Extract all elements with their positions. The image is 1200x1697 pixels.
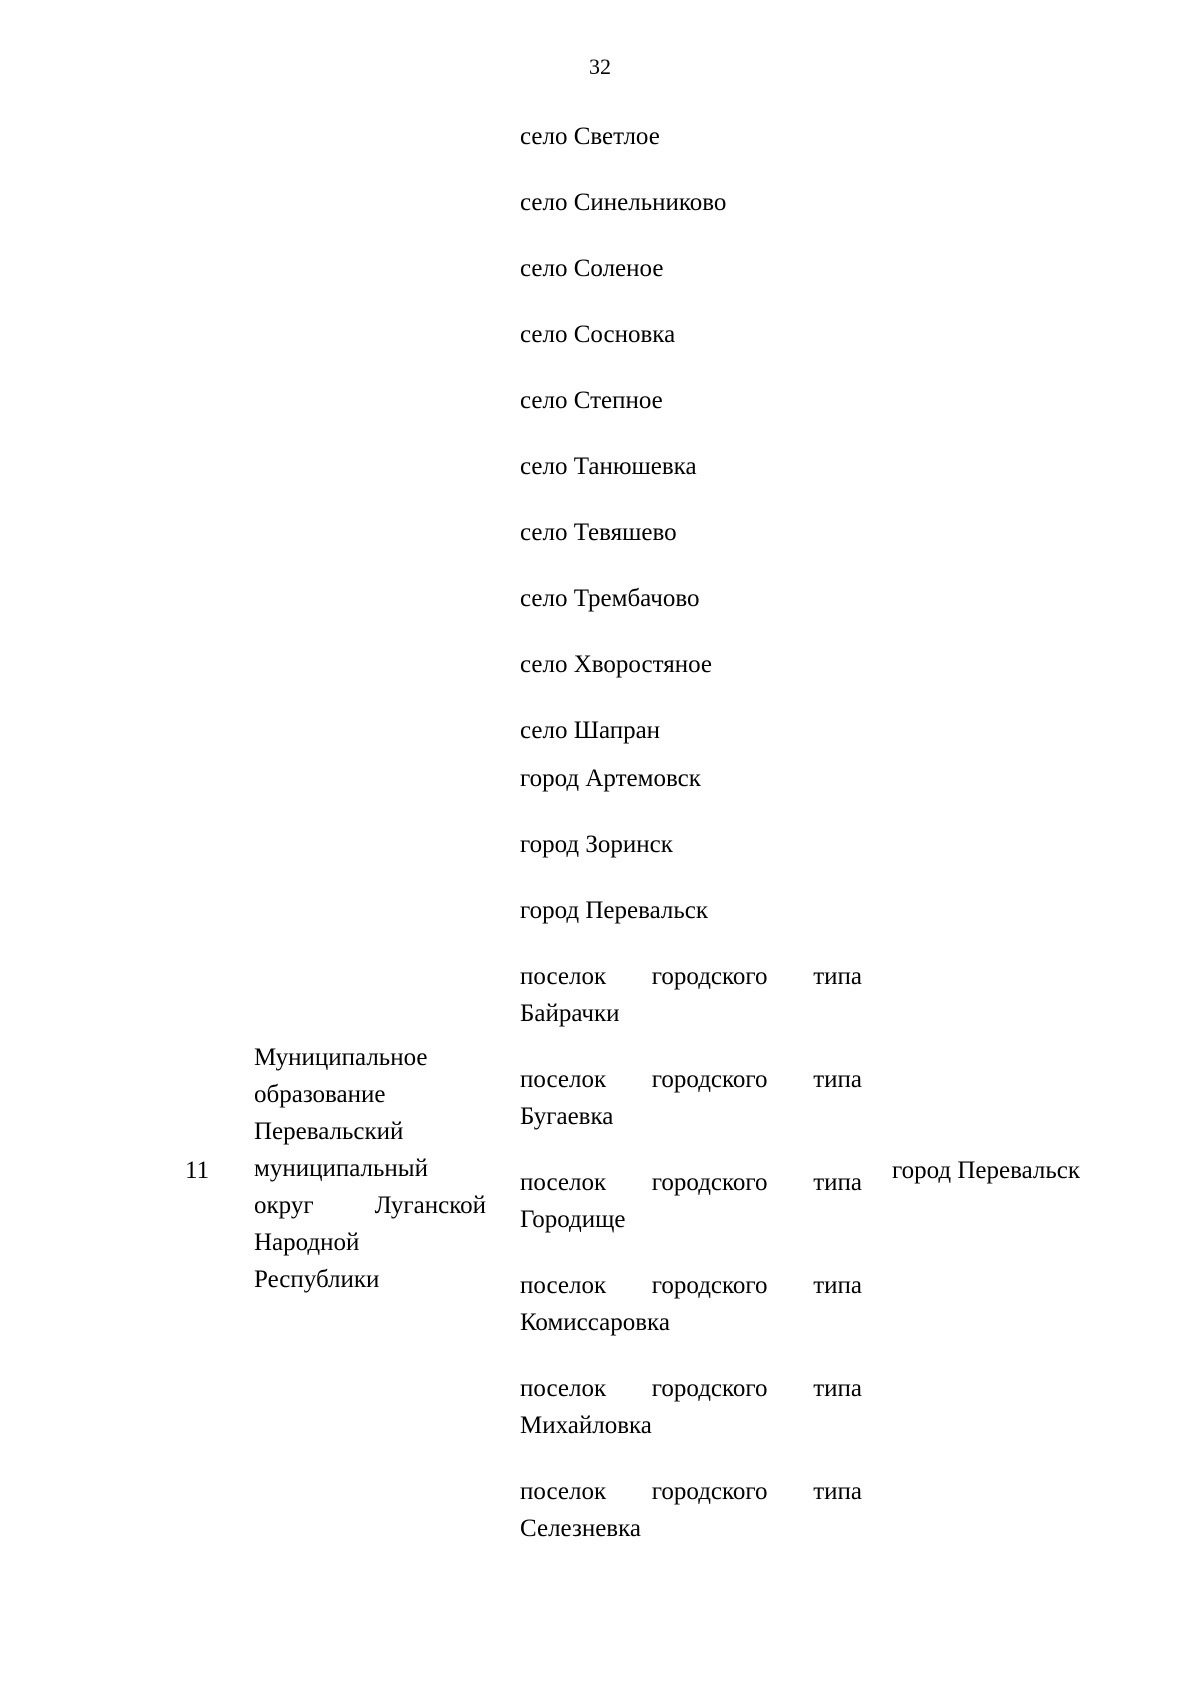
settlement-item: поселок городского типа Михайловка xyxy=(520,1375,862,1439)
settlement-item: поселок городского типа Селезневка xyxy=(520,1478,862,1542)
settlement-item: город Артемовск xyxy=(520,765,701,792)
settlement-item: село Соленое xyxy=(520,255,664,282)
settlement-item: поселок городского типа Бугаевка xyxy=(520,1066,862,1130)
settlement-item: поселок городского типа Байрачки xyxy=(520,963,862,1027)
settlement-item: село Сосновка xyxy=(520,321,676,348)
settlement-item: село Трембачово xyxy=(520,585,700,612)
settlement-item: село Тевяшево xyxy=(520,519,677,546)
municipality-name: Муниципальное образование Перевальский муниципальный округ Луганской Народной Республики xyxy=(254,1044,486,1293)
settlement-item: село Шапран xyxy=(520,717,661,744)
settlement-item: село Танюшевка xyxy=(520,453,697,480)
page-number: 32 xyxy=(589,54,611,79)
row-number: 11 xyxy=(185,1157,210,1184)
settlement-item: село Степное xyxy=(520,387,663,414)
settlement-item: поселок городского типа Комиссаровка xyxy=(520,1272,862,1336)
settlement-item: город Зоринск xyxy=(520,831,673,858)
settlement-item: поселок городского типа Городище xyxy=(520,1169,862,1233)
settlement-item: село Хворостяное xyxy=(520,651,713,678)
settlement-item: село Светлое xyxy=(520,123,660,150)
settlement-item: город Перевальск xyxy=(520,897,709,924)
settlement-item: село Синельниково xyxy=(520,189,727,216)
administrative-center: город Перевальск xyxy=(892,1157,1081,1184)
